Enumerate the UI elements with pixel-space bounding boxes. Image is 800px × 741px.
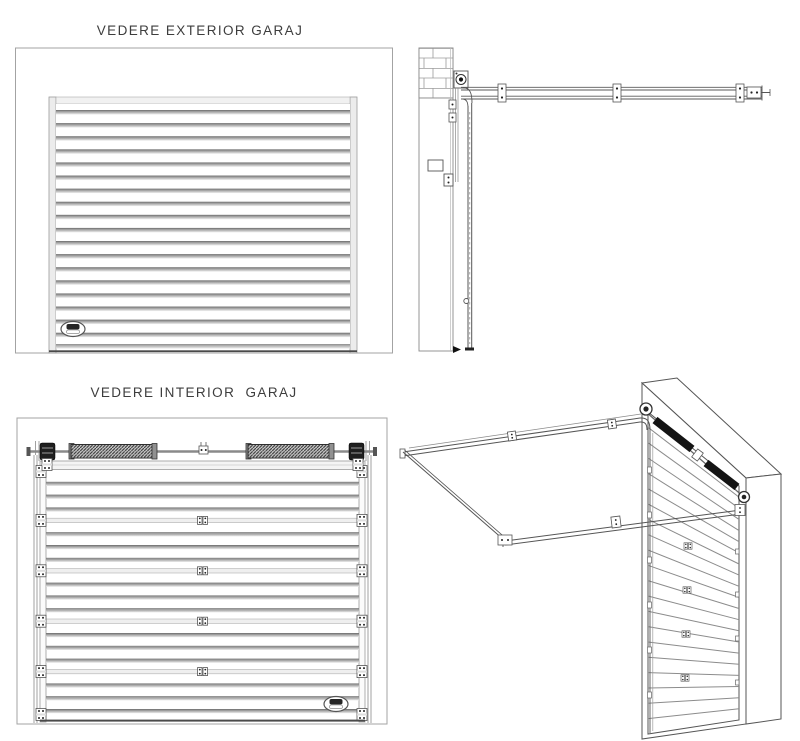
door-bottom-seal-interior xyxy=(40,720,365,722)
track-end-plate xyxy=(747,87,770,98)
perspective-3d-view xyxy=(400,378,781,739)
exterior-front-view xyxy=(16,48,393,353)
handle-knob-side xyxy=(464,299,469,304)
torsion-spring-left xyxy=(69,444,157,460)
brick-wall-section xyxy=(419,48,453,98)
cable-drum-3d-right xyxy=(739,492,750,503)
cable-drum-3d-left xyxy=(640,403,652,415)
door-bottom-band xyxy=(56,344,350,349)
bearing-plate-left xyxy=(42,459,52,471)
cable-drum-right xyxy=(349,443,364,460)
door-bottom-seal xyxy=(49,350,357,352)
floor-arrow-icon xyxy=(453,346,461,353)
side-section-view xyxy=(419,48,770,353)
interior-rear-view xyxy=(17,418,387,724)
bearing-plate-right xyxy=(353,459,363,471)
track-hanger-bracket xyxy=(736,84,744,102)
wall-right-face xyxy=(746,474,781,724)
door-left-stile xyxy=(40,470,46,723)
shaft-end-anchor-left xyxy=(27,447,31,456)
door-right-stile xyxy=(359,470,365,723)
exterior-door-handle xyxy=(61,322,85,337)
bottom-seal-side xyxy=(465,348,474,351)
exterior-view-title: VEDERE EXTERIOR GARAJ xyxy=(96,23,304,38)
door-top-rail xyxy=(56,97,350,104)
torsion-spring-right xyxy=(246,444,334,460)
interior-door-handle xyxy=(324,697,348,712)
shaft-end-anchor-right xyxy=(373,447,377,456)
track-hanger-bracket xyxy=(498,84,506,102)
door-right-jamb xyxy=(350,97,357,353)
spring-anchor-plate xyxy=(428,160,443,171)
exterior-door-panel xyxy=(49,97,357,353)
door-slats xyxy=(56,104,350,348)
cable-drum-left xyxy=(40,443,55,460)
cable-drum-side xyxy=(454,71,468,88)
interior-view-title: VEDERE INTERIOR GARAJ xyxy=(90,385,298,400)
door-left-jamb xyxy=(49,97,56,353)
track-curve-inner xyxy=(463,99,468,108)
door-edge-side xyxy=(453,103,474,353)
track-hanger-bracket xyxy=(613,84,621,102)
